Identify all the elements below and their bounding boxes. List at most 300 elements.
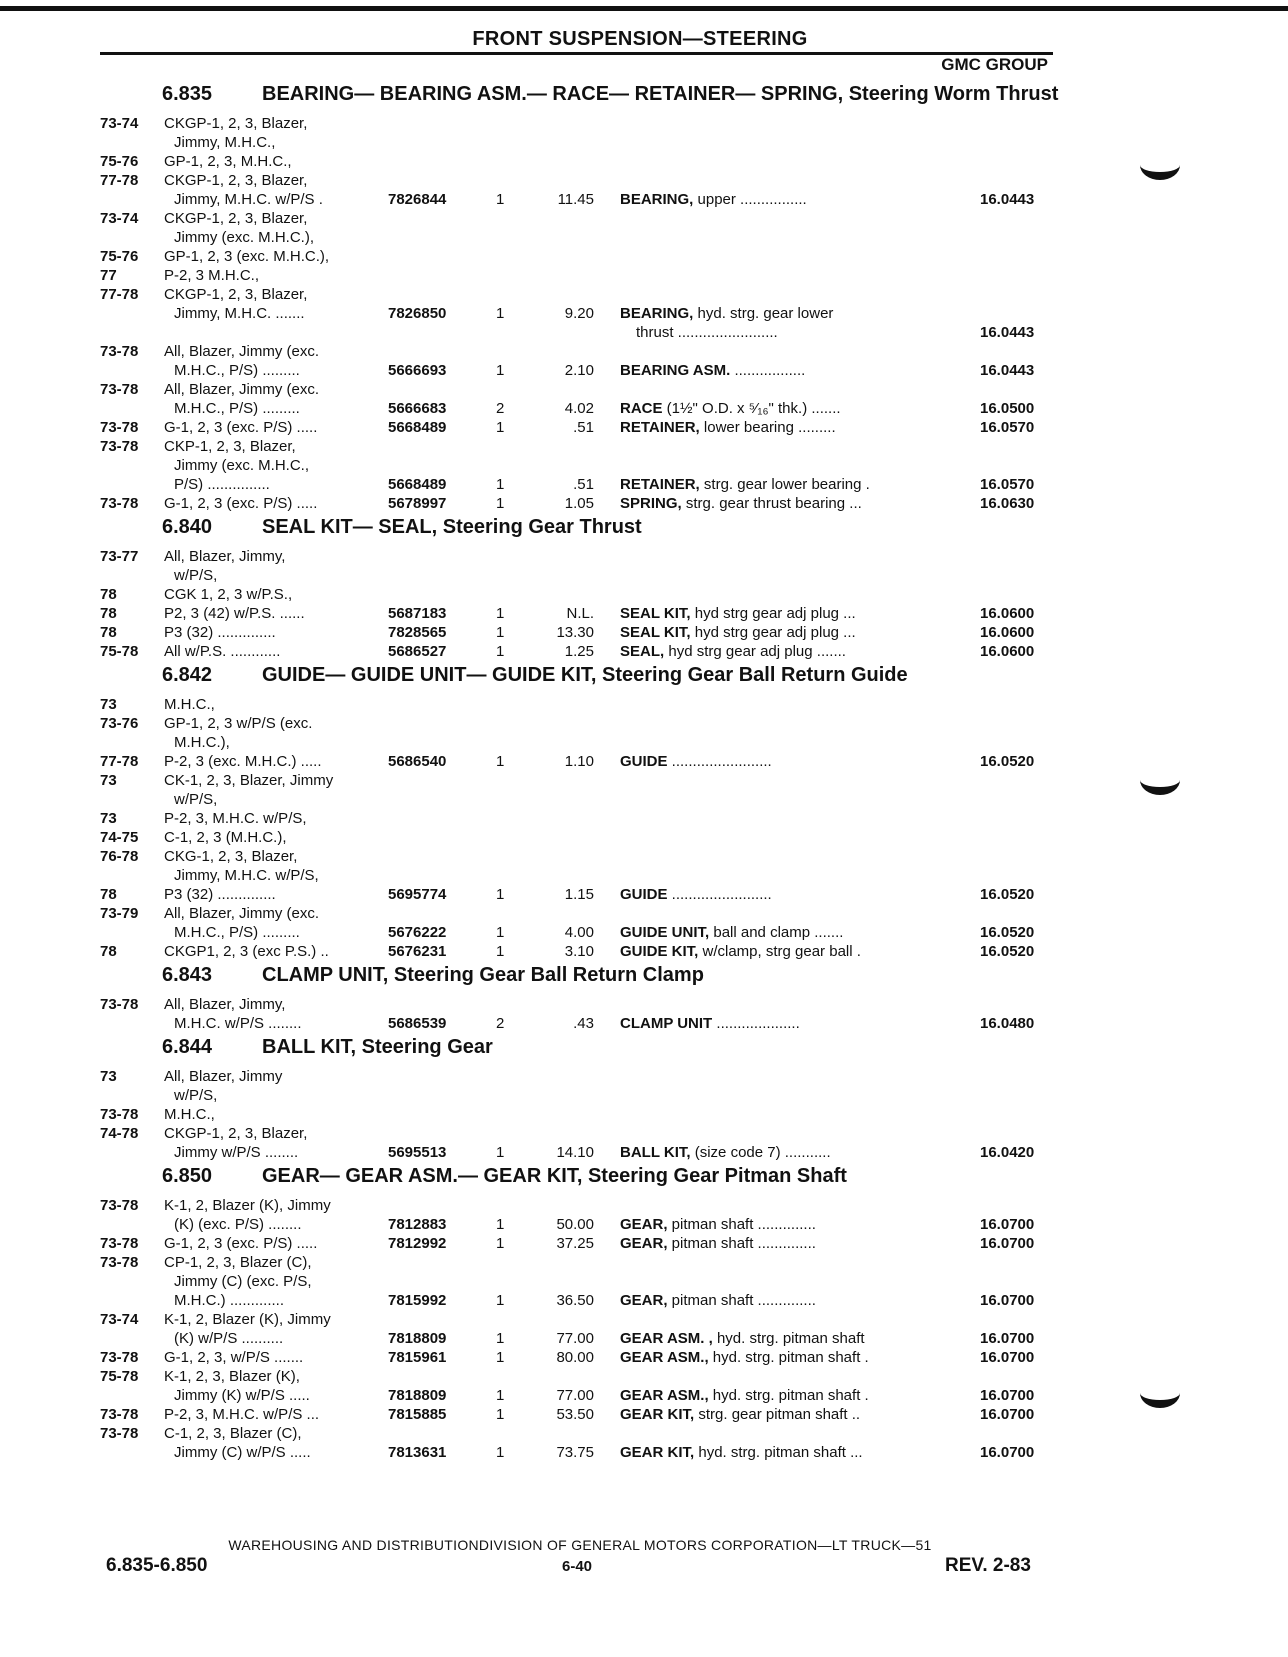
application: Jimmy (exc. M.H.C., <box>174 457 309 474</box>
catalog-row <box>100 1386 1060 1405</box>
catalog-row <box>100 733 1060 752</box>
catalog-row <box>100 809 1060 828</box>
application: Jimmy w/P/S ........ <box>174 1144 299 1161</box>
section-heading <box>100 1033 1060 1067</box>
catalog-row <box>100 1253 1060 1272</box>
section-number: 6.850 <box>162 1165 213 1187</box>
catalog-row <box>100 1143 1060 1162</box>
catalog-group-number: 16.0700 <box>980 1444 1035 1461</box>
part-detail: hyd. strg. gear lower <box>693 305 834 322</box>
catalog-row <box>100 494 1060 513</box>
catalog-row <box>100 266 1060 285</box>
quantity: 1 <box>496 753 505 770</box>
quantity: 2 <box>496 1015 505 1032</box>
price: .43 <box>573 1015 594 1032</box>
catalog-row <box>100 437 1060 456</box>
catalog-row <box>100 1124 1060 1143</box>
catalog-row <box>100 323 1060 342</box>
model-years: 73 <box>100 772 117 789</box>
price: N.L. <box>566 605 594 622</box>
catalog-row <box>100 1291 1060 1310</box>
part-number: 5668489 <box>388 476 447 493</box>
application: CKG-1, 2, 3, Blazer, <box>164 848 298 865</box>
application: Jimmy (C) (exc. P/S, <box>174 1273 312 1290</box>
part-name: BEARING, <box>620 305 694 322</box>
catalog-row <box>100 904 1060 923</box>
section-heading <box>100 513 1060 547</box>
application: CKGP-1, 2, 3, Blazer, <box>164 286 308 303</box>
application: All, Blazer, Jimmy, <box>164 548 286 565</box>
catalog-row <box>100 1367 1060 1386</box>
catalog-row <box>100 1272 1060 1291</box>
quantity: 1 <box>496 476 505 493</box>
application: M.H.C.), <box>174 734 230 751</box>
application: CK-1, 2, 3, Blazer, Jimmy <box>164 772 334 789</box>
model-years: 77 <box>100 267 117 284</box>
part-detail: pitman shaft .............. <box>667 1216 816 1233</box>
application: Jimmy (C) w/P/S ..... <box>174 1444 311 1461</box>
price: 50.00 <box>556 1216 594 1233</box>
model-years: 73-74 <box>100 210 139 227</box>
catalog-row <box>100 1329 1060 1348</box>
part-detail: w/clamp, strg gear ball . <box>698 943 861 960</box>
catalog-group-number: 16.0700 <box>980 1330 1035 1347</box>
part-description <box>620 1014 950 1033</box>
footer-revision: REV. 2-83 <box>945 1555 1031 1576</box>
part-number: 5695774 <box>388 886 447 903</box>
application: CP-1, 2, 3, Blazer (C), <box>164 1254 312 1271</box>
model-years: 73-79 <box>100 905 139 922</box>
part-name: SEAL, <box>620 643 665 660</box>
catalog-row <box>100 771 1060 790</box>
catalog-row <box>100 604 1060 623</box>
application: CGK 1, 2, 3 w/P.S., <box>164 586 293 603</box>
price: .51 <box>573 476 594 493</box>
part-detail: pitman shaft .............. <box>667 1292 816 1309</box>
price: 73.75 <box>556 1444 594 1461</box>
part-detail: (size code 7) ........... <box>690 1144 831 1161</box>
application: Jimmy (K) w/P/S ..... <box>174 1387 310 1404</box>
model-years: 73-78 <box>100 343 139 360</box>
part-name: RETAINER, <box>620 476 700 493</box>
model-years: 73-74 <box>100 1311 139 1328</box>
application: C-1, 2, 3 (M.H.C.), <box>164 829 287 846</box>
part-number: 5695513 <box>388 1144 447 1161</box>
catalog-group-number: 16.0480 <box>980 1015 1035 1032</box>
footer-note: WAREHOUSING AND DISTRIBUTIONDIVISION OF GENERAL MOTORS CORPORATION—LT TRUCK—51 <box>228 1537 932 1553</box>
part-description <box>620 418 950 437</box>
part-name: GUIDE <box>620 886 668 903</box>
part-description <box>620 923 950 942</box>
catalog-row <box>100 847 1060 866</box>
price: 11.45 <box>557 191 594 208</box>
price: 37.25 <box>556 1235 594 1252</box>
part-detail: strg. gear thrust bearing ... <box>681 495 862 512</box>
catalog-row <box>100 1215 1060 1234</box>
catalog-row <box>100 247 1060 266</box>
catalog-row <box>100 1014 1060 1033</box>
part-description <box>620 752 950 771</box>
part-name: GUIDE <box>620 753 668 770</box>
catalog-row <box>100 566 1060 585</box>
model-years: 74-75 <box>100 829 139 846</box>
catalog-row <box>100 547 1060 566</box>
application: w/P/S, <box>174 791 218 808</box>
application: GP-1, 2, 3 w/P/S (exc. <box>164 715 313 732</box>
application: K-1, 2, Blazer (K), Jimmy <box>164 1311 331 1328</box>
part-name: RETAINER, <box>620 419 700 436</box>
application: G-1, 2, 3 (exc. P/S) ..... <box>164 419 318 436</box>
catalog-group-number: 16.0443 <box>980 191 1035 208</box>
part-number: 5666693 <box>388 362 447 379</box>
model-years: 73-78 <box>100 1197 139 1214</box>
part-name: GEAR ASM. , <box>620 1330 713 1347</box>
part-description <box>620 1215 950 1234</box>
application: Jimmy, M.H.C. w/P/S . <box>174 191 323 208</box>
catalog-row <box>100 866 1060 885</box>
part-number: 5666683 <box>388 400 447 417</box>
catalog-row <box>100 304 1060 323</box>
quantity: 1 <box>496 1235 505 1252</box>
section-heading <box>100 80 1060 114</box>
part-name: GEAR ASM., <box>620 1349 709 1366</box>
catalog-row <box>100 190 1060 209</box>
quantity: 1 <box>496 1349 505 1366</box>
application: All, Blazer, Jimmy, <box>164 996 286 1013</box>
price: 36.50 <box>556 1292 594 1309</box>
application: w/P/S, <box>174 567 218 584</box>
model-years: 73-77 <box>100 548 139 565</box>
catalog-row <box>100 828 1060 847</box>
model-years: 74-78 <box>100 1125 139 1142</box>
part-number: 7815885 <box>388 1406 447 1423</box>
application: All, Blazer, Jimmy (exc. <box>164 381 320 398</box>
section-title: BALL KIT, Steering Gear <box>262 1036 493 1058</box>
part-description <box>620 642 950 661</box>
catalog-row <box>100 209 1060 228</box>
section-number: 6.843 <box>162 964 213 986</box>
catalog-row <box>100 623 1060 642</box>
application: P-2, 3, M.H.C. w/P/S ... <box>164 1406 320 1423</box>
application: CKGP-1, 2, 3, Blazer, <box>164 172 308 189</box>
application: Jimmy, M.H.C. w/P/S, <box>174 867 319 884</box>
application: M.H.C., <box>164 1106 215 1123</box>
application: (K) (exc. P/S) ........ <box>174 1216 302 1233</box>
model-years: 73-78 <box>100 1349 139 1366</box>
part-name: GUIDE KIT, <box>620 943 699 960</box>
part-name: GEAR, <box>620 1235 668 1252</box>
part-number: 5687183 <box>388 605 447 622</box>
price: 53.50 <box>556 1406 594 1423</box>
application: K-1, 2, Blazer (K), Jimmy <box>164 1197 331 1214</box>
catalog-row <box>100 418 1060 437</box>
section-heading <box>100 1162 1060 1196</box>
part-name: GEAR KIT, <box>620 1444 695 1461</box>
model-years: 73-78 <box>100 495 139 512</box>
section-number: 6.842 <box>162 664 213 686</box>
part-detail: upper ................ <box>693 191 807 208</box>
price: 9.20 <box>564 305 594 322</box>
part-number: 7828565 <box>388 624 447 641</box>
application: (K) w/P/S .......... <box>174 1330 284 1347</box>
header-rule <box>100 52 1053 55</box>
quantity: 1 <box>496 191 505 208</box>
part-name: SPRING, <box>620 495 682 512</box>
part-number: 7812992 <box>388 1235 447 1252</box>
part-number: 5686539 <box>388 1015 447 1032</box>
application: Jimmy, M.H.C. ....... <box>174 305 305 322</box>
catalog-group-number: 16.0600 <box>980 624 1035 641</box>
catalog-group-number: 16.0420 <box>980 1144 1035 1161</box>
catalog-row <box>100 1310 1060 1329</box>
model-years: 73 <box>100 696 117 713</box>
application: All, Blazer, Jimmy <box>164 1068 283 1085</box>
catalog-group-number: 16.0520 <box>980 943 1035 960</box>
section-heading <box>100 661 1060 695</box>
price: 2.10 <box>564 362 594 379</box>
application: K-1, 2, 3, Blazer (K), <box>164 1368 300 1385</box>
part-detail: ........................ <box>667 753 772 770</box>
section-number: 6.840 <box>162 516 213 538</box>
application: P2, 3 (42) w/P.S. ...... <box>164 605 305 622</box>
model-years: 73-78 <box>100 1425 139 1442</box>
catalog-row <box>100 1086 1060 1105</box>
application: P3 (32) .............. <box>164 624 276 641</box>
section-number: 6.844 <box>162 1036 213 1058</box>
part-detail-continued: thrust ........................ <box>636 324 778 341</box>
model-years: 73-78 <box>100 1106 139 1123</box>
quantity: 1 <box>496 419 505 436</box>
model-years: 78 <box>100 605 117 622</box>
part-description <box>620 190 950 209</box>
catalog-row <box>100 1348 1060 1367</box>
part-description <box>620 1405 950 1424</box>
quantity: 2 <box>496 400 505 417</box>
application: CKGP-1, 2, 3, Blazer, <box>164 1125 308 1142</box>
footer-page-number: 6-40 <box>562 1558 593 1575</box>
application: CKP-1, 2, 3, Blazer, <box>164 438 296 455</box>
application: All, Blazer, Jimmy (exc. <box>164 343 320 360</box>
application: G-1, 2, 3 (exc. P/S) ..... <box>164 1235 318 1252</box>
application: M.H.C.) ............. <box>174 1292 285 1309</box>
model-years: 77-78 <box>100 286 139 303</box>
catalog-group-number: 16.0600 <box>980 605 1035 622</box>
part-name: BEARING, <box>620 191 694 208</box>
part-number: 5686527 <box>388 643 447 660</box>
model-years: 73-78 <box>100 1254 139 1271</box>
part-name: RACE <box>620 400 663 417</box>
application: C-1, 2, 3, Blazer (C), <box>164 1425 302 1442</box>
model-years: 75-78 <box>100 1368 139 1385</box>
part-name: CLAMP UNIT <box>620 1015 713 1032</box>
price: 1.15 <box>564 886 594 903</box>
application: P3 (32) .............. <box>164 886 276 903</box>
catalog-row <box>100 752 1060 771</box>
part-detail: hyd strg gear adj plug ... <box>690 605 856 622</box>
part-description <box>620 1143 950 1162</box>
catalog-row <box>100 399 1060 418</box>
part-name: GUIDE UNIT, <box>620 924 710 941</box>
model-years: 73-78 <box>100 419 139 436</box>
catalog-row <box>100 228 1060 247</box>
catalog-group-number: 16.0443 <box>980 324 1035 341</box>
part-detail: hyd. strg. pitman shaft <box>712 1330 865 1347</box>
catalog-group-number: 16.0570 <box>980 419 1035 436</box>
quantity: 1 <box>496 1387 505 1404</box>
part-description <box>620 1329 950 1348</box>
part-detail: hyd strg gear adj plug ... <box>690 624 856 641</box>
part-number: 7815961 <box>388 1349 447 1366</box>
catalog-row <box>100 1424 1060 1443</box>
catalog-row <box>100 171 1060 190</box>
application: All w/P.S. ............ <box>164 643 281 660</box>
quantity: 1 <box>496 924 505 941</box>
top-rule <box>0 6 1288 11</box>
model-years: 76-78 <box>100 848 139 865</box>
price: 3.10 <box>564 943 594 960</box>
footer-section-range: 6.835-6.850 <box>106 1555 208 1576</box>
quantity: 1 <box>496 495 505 512</box>
part-number: 7812883 <box>388 1216 447 1233</box>
model-years: 78 <box>100 886 117 903</box>
part-description <box>636 323 966 342</box>
part-detail: ........................ <box>667 886 772 903</box>
section-title: GUIDE— GUIDE UNIT— GUIDE KIT, Steering Gear Ball Return Guide <box>262 664 908 686</box>
catalog-row <box>100 380 1060 399</box>
part-description <box>620 361 950 380</box>
part-description <box>620 399 950 418</box>
quantity: 1 <box>496 1216 505 1233</box>
part-number: 5678997 <box>388 495 447 512</box>
catalog-row <box>100 133 1060 152</box>
application: P-2, 3 M.H.C., <box>164 267 260 284</box>
catalog-row <box>100 995 1060 1014</box>
catalog-group-number: 16.0700 <box>980 1387 1035 1404</box>
price: 4.02 <box>564 400 594 417</box>
quantity: 1 <box>496 362 505 379</box>
application: P-2, 3 (exc. M.H.C.) ..... <box>164 753 322 770</box>
model-years: 77-78 <box>100 172 139 189</box>
part-description <box>620 885 950 904</box>
quantity: 1 <box>496 1444 505 1461</box>
catalog-group-number: 16.0443 <box>980 362 1035 379</box>
price: 80.00 <box>556 1349 594 1366</box>
model-years: 78 <box>100 586 117 603</box>
binder-hole-mark <box>1140 765 1180 795</box>
part-number: 7826850 <box>388 305 447 322</box>
part-detail: hyd. strg. pitman shaft . <box>708 1387 869 1404</box>
part-description <box>620 1234 950 1253</box>
catalog-group-number: 16.0570 <box>980 476 1035 493</box>
model-years: 75-76 <box>100 248 139 265</box>
application: CKGP1, 2, 3 (exc P.S.) .. <box>164 943 329 960</box>
part-name: SEAL KIT, <box>620 605 691 622</box>
model-years: 73-78 <box>100 1235 139 1252</box>
model-years: 78 <box>100 943 117 960</box>
part-detail: .................... <box>712 1015 800 1032</box>
part-detail: ball and clamp ....... <box>709 924 844 941</box>
part-description <box>620 475 950 494</box>
price: 13.30 <box>556 624 594 641</box>
part-name: BALL KIT, <box>620 1144 691 1161</box>
catalog-row <box>100 456 1060 475</box>
quantity: 1 <box>496 643 505 660</box>
quantity: 1 <box>496 1292 505 1309</box>
model-years: 73-78 <box>100 996 139 1013</box>
part-description <box>620 604 950 623</box>
section-title: SEAL KIT— SEAL, Steering Gear Thrust <box>262 516 642 538</box>
part-number: 7818809 <box>388 1330 447 1347</box>
part-name: GEAR ASM., <box>620 1387 709 1404</box>
binder-hole-mark <box>1140 1378 1180 1408</box>
catalog-group-number: 16.0700 <box>980 1406 1035 1423</box>
application: P-2, 3, M.H.C. w/P/S, <box>164 810 307 827</box>
price: 1.05 <box>564 495 594 512</box>
application: M.H.C., <box>164 696 215 713</box>
part-detail: hyd. strg. pitman shaft . <box>708 1349 869 1366</box>
section-heading <box>100 961 1060 995</box>
part-description <box>620 1443 950 1462</box>
model-years: 75-76 <box>100 153 139 170</box>
catalog-row <box>100 1105 1060 1124</box>
catalog-group-number: 16.0520 <box>980 753 1035 770</box>
section-title: GEAR— GEAR ASM.— GEAR KIT, Steering Gear Pitman Shaft <box>262 1165 847 1187</box>
section-title: BEARING— BEARING ASM.— RACE— RETAINER— SPRING, Steering Worm Thrust <box>262 83 1059 105</box>
model-years: 77-78 <box>100 753 139 770</box>
application: CKGP-1, 2, 3, Blazer, <box>164 115 308 132</box>
part-description <box>620 1386 950 1405</box>
catalog-row <box>100 152 1060 171</box>
application: w/P/S, <box>174 1087 218 1104</box>
model-years: 73 <box>100 1068 117 1085</box>
catalog-row <box>100 1067 1060 1086</box>
catalog-row <box>100 1405 1060 1424</box>
catalog-row <box>100 585 1060 604</box>
quantity: 1 <box>496 624 505 641</box>
section-number: 6.835 <box>162 83 213 105</box>
catalog-group-number: 16.0700 <box>980 1216 1035 1233</box>
part-detail: lower bearing ......... <box>699 419 836 436</box>
page-title: FRONT SUSPENSION—STEERING <box>472 28 808 50</box>
catalog-row <box>100 1196 1060 1215</box>
quantity: 1 <box>496 1144 505 1161</box>
part-detail: pitman shaft .............. <box>667 1235 816 1252</box>
model-years: 73 <box>100 810 117 827</box>
application: P/S) ............... <box>174 476 270 493</box>
part-detail: strg. gear pitman shaft .. <box>694 1406 861 1423</box>
price: 1.10 <box>564 753 594 770</box>
catalog-row <box>100 285 1060 304</box>
catalog-row <box>100 1234 1060 1253</box>
part-description <box>620 942 950 961</box>
price: 77.00 <box>556 1387 594 1404</box>
application: GP-1, 2, 3, M.H.C., <box>164 153 292 170</box>
catalog-group-number: 16.0700 <box>980 1235 1035 1252</box>
quantity: 1 <box>496 605 505 622</box>
part-name: BEARING ASM. <box>620 362 731 379</box>
application: All, Blazer, Jimmy (exc. <box>164 905 320 922</box>
catalog-group-number: 16.0700 <box>980 1349 1035 1366</box>
model-years: 73-74 <box>100 115 139 132</box>
part-detail: strg. gear lower bearing . <box>699 476 870 493</box>
catalog-group-number: 16.0600 <box>980 643 1035 660</box>
quantity: 1 <box>496 1406 505 1423</box>
catalog-row <box>100 942 1060 961</box>
application: M.H.C. w/P/S ........ <box>174 1015 302 1032</box>
price: .51 <box>573 419 594 436</box>
part-number: 5686540 <box>388 753 447 770</box>
group-label: GMC GROUP <box>941 55 1048 74</box>
